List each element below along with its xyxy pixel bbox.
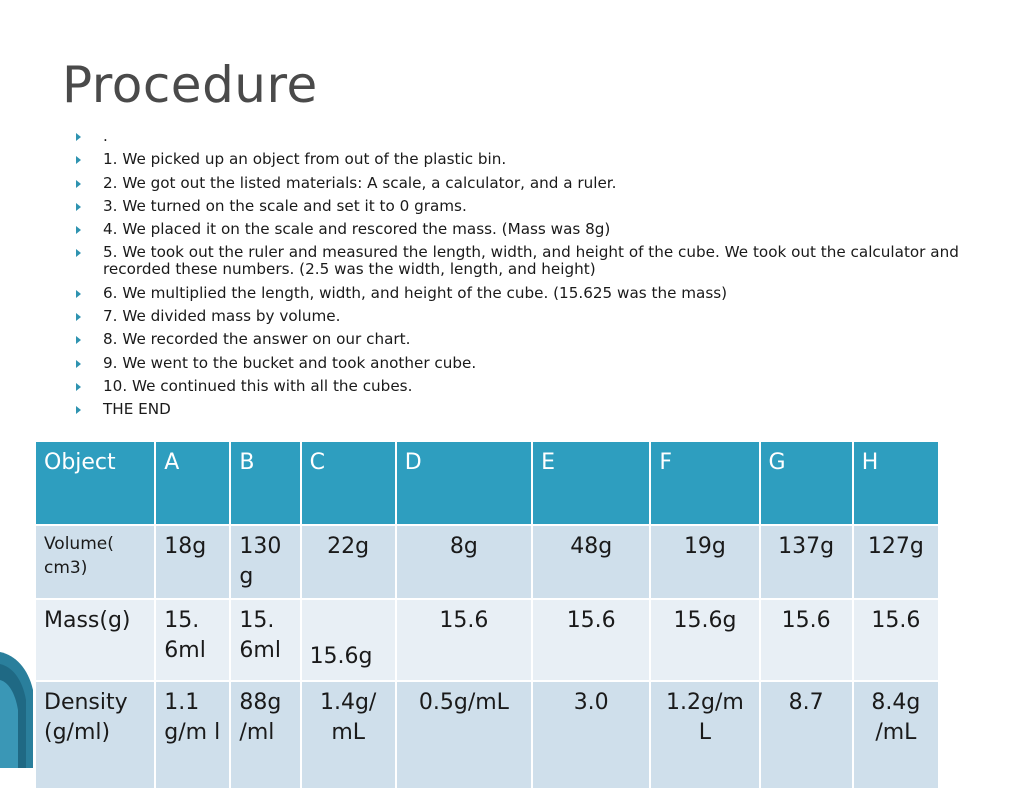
list-item <box>76 308 976 325</box>
table-cell: 0.5g/mL <box>396 681 532 789</box>
list-item <box>76 331 976 348</box>
step-text: 6. We multiplied the length, width, and height of the cube. (15.625 was the mass) <box>103 283 728 302</box>
table-cell: 15.6 <box>853 599 939 681</box>
table-cell: 15.6g <box>650 599 759 681</box>
table-cell: 15. 6ml <box>155 599 230 681</box>
table-cell: 18g <box>155 525 230 599</box>
bullet-arrow-icon <box>76 156 81 164</box>
list-item <box>76 355 976 372</box>
step-text: 8. We recorded the answer on our chart. <box>103 330 411 349</box>
table-cell: 48g <box>532 525 650 599</box>
step-text: 7. We divided mass by volume. <box>103 307 341 326</box>
step-text: 2. We got out the listed materials: A scale, a calculator, and a ruler. <box>103 173 617 192</box>
list-item <box>76 285 976 302</box>
table-cell: 8.4g /mL <box>853 681 939 789</box>
bullet-arrow-icon <box>76 383 81 391</box>
column-header: E <box>532 441 650 525</box>
table-cell: 1.4g/ mL <box>301 681 396 789</box>
table-row <box>35 525 939 599</box>
bullet-arrow-icon <box>76 133 81 141</box>
bullet-arrow-icon <box>76 290 81 298</box>
procedure-list <box>76 128 976 425</box>
list-item <box>76 175 976 192</box>
table-cell: 22g <box>301 525 396 599</box>
list-item <box>76 378 976 395</box>
column-header: Object <box>35 441 155 525</box>
table-cell: 15.6 <box>760 599 853 681</box>
table-cell: 15.6 <box>396 599 532 681</box>
step-text: 9. We went to the bucket and took another cube. <box>103 353 477 372</box>
bullet-arrow-icon <box>76 406 81 414</box>
list-item <box>76 244 976 278</box>
table-row <box>35 681 939 789</box>
table-cell: 3.0 <box>532 681 650 789</box>
column-header: D <box>396 441 532 525</box>
page-title: Procedure <box>62 56 318 114</box>
table-cell: 1.2g/m L <box>650 681 759 789</box>
bullet-arrow-icon <box>76 180 81 188</box>
table-cell: 15.6 <box>532 599 650 681</box>
row-label: Density (g/ml) <box>35 681 155 789</box>
list-item <box>76 198 976 215</box>
step-text: 5. We took out the ruler and measured the length, width, and height of the cube. We took out the calculator and recorded these numbers. (2.5 was the width, length, and height) <box>103 243 959 279</box>
bullet-arrow-icon <box>76 226 81 234</box>
bullet-arrow-icon <box>76 336 81 344</box>
bullet-arrow-icon <box>76 313 81 321</box>
column-header: F <box>650 441 759 525</box>
table-cell: 15.6g <box>301 599 396 681</box>
list-item <box>76 401 976 418</box>
table-cell: 1.1 g/m l <box>155 681 230 789</box>
table-cell: 137g <box>760 525 853 599</box>
step-text: 10. We continued this with all the cubes. <box>103 376 413 395</box>
column-header: B <box>230 441 300 525</box>
table-cell: 15. 6ml <box>230 599 300 681</box>
row-label: Volume( cm3) <box>35 525 155 599</box>
column-header: G <box>760 441 853 525</box>
step-text: 4. We placed it on the scale and rescored the mass. (Mass was 8g) <box>103 220 611 239</box>
table-cell: 130 g <box>230 525 300 599</box>
column-header: C <box>301 441 396 525</box>
table-cell: 8g <box>396 525 532 599</box>
table-cell: 88g /ml <box>230 681 300 789</box>
step-text: 1. We picked up an object from out of the plastic bin. <box>103 150 507 169</box>
list-item <box>76 151 976 168</box>
density-table <box>34 440 940 790</box>
table-cell: 19g <box>650 525 759 599</box>
bullet-arrow-icon <box>76 249 81 257</box>
list-item <box>76 128 976 145</box>
column-header: A <box>155 441 230 525</box>
bullet-arrow-icon <box>76 360 81 368</box>
step-text: 3. We turned on the scale and set it to 0 grams. <box>103 196 467 215</box>
bullet-arrow-icon <box>76 203 81 211</box>
column-header: H <box>853 441 939 525</box>
table-row <box>35 599 939 681</box>
step-text: THE END <box>103 400 171 419</box>
row-label: Mass(g) <box>35 599 155 681</box>
step-text: . <box>103 127 108 145</box>
table-header-row <box>35 441 939 525</box>
table-cell: 8.7 <box>760 681 853 789</box>
table-cell: 127g <box>853 525 939 599</box>
list-item <box>76 221 976 238</box>
